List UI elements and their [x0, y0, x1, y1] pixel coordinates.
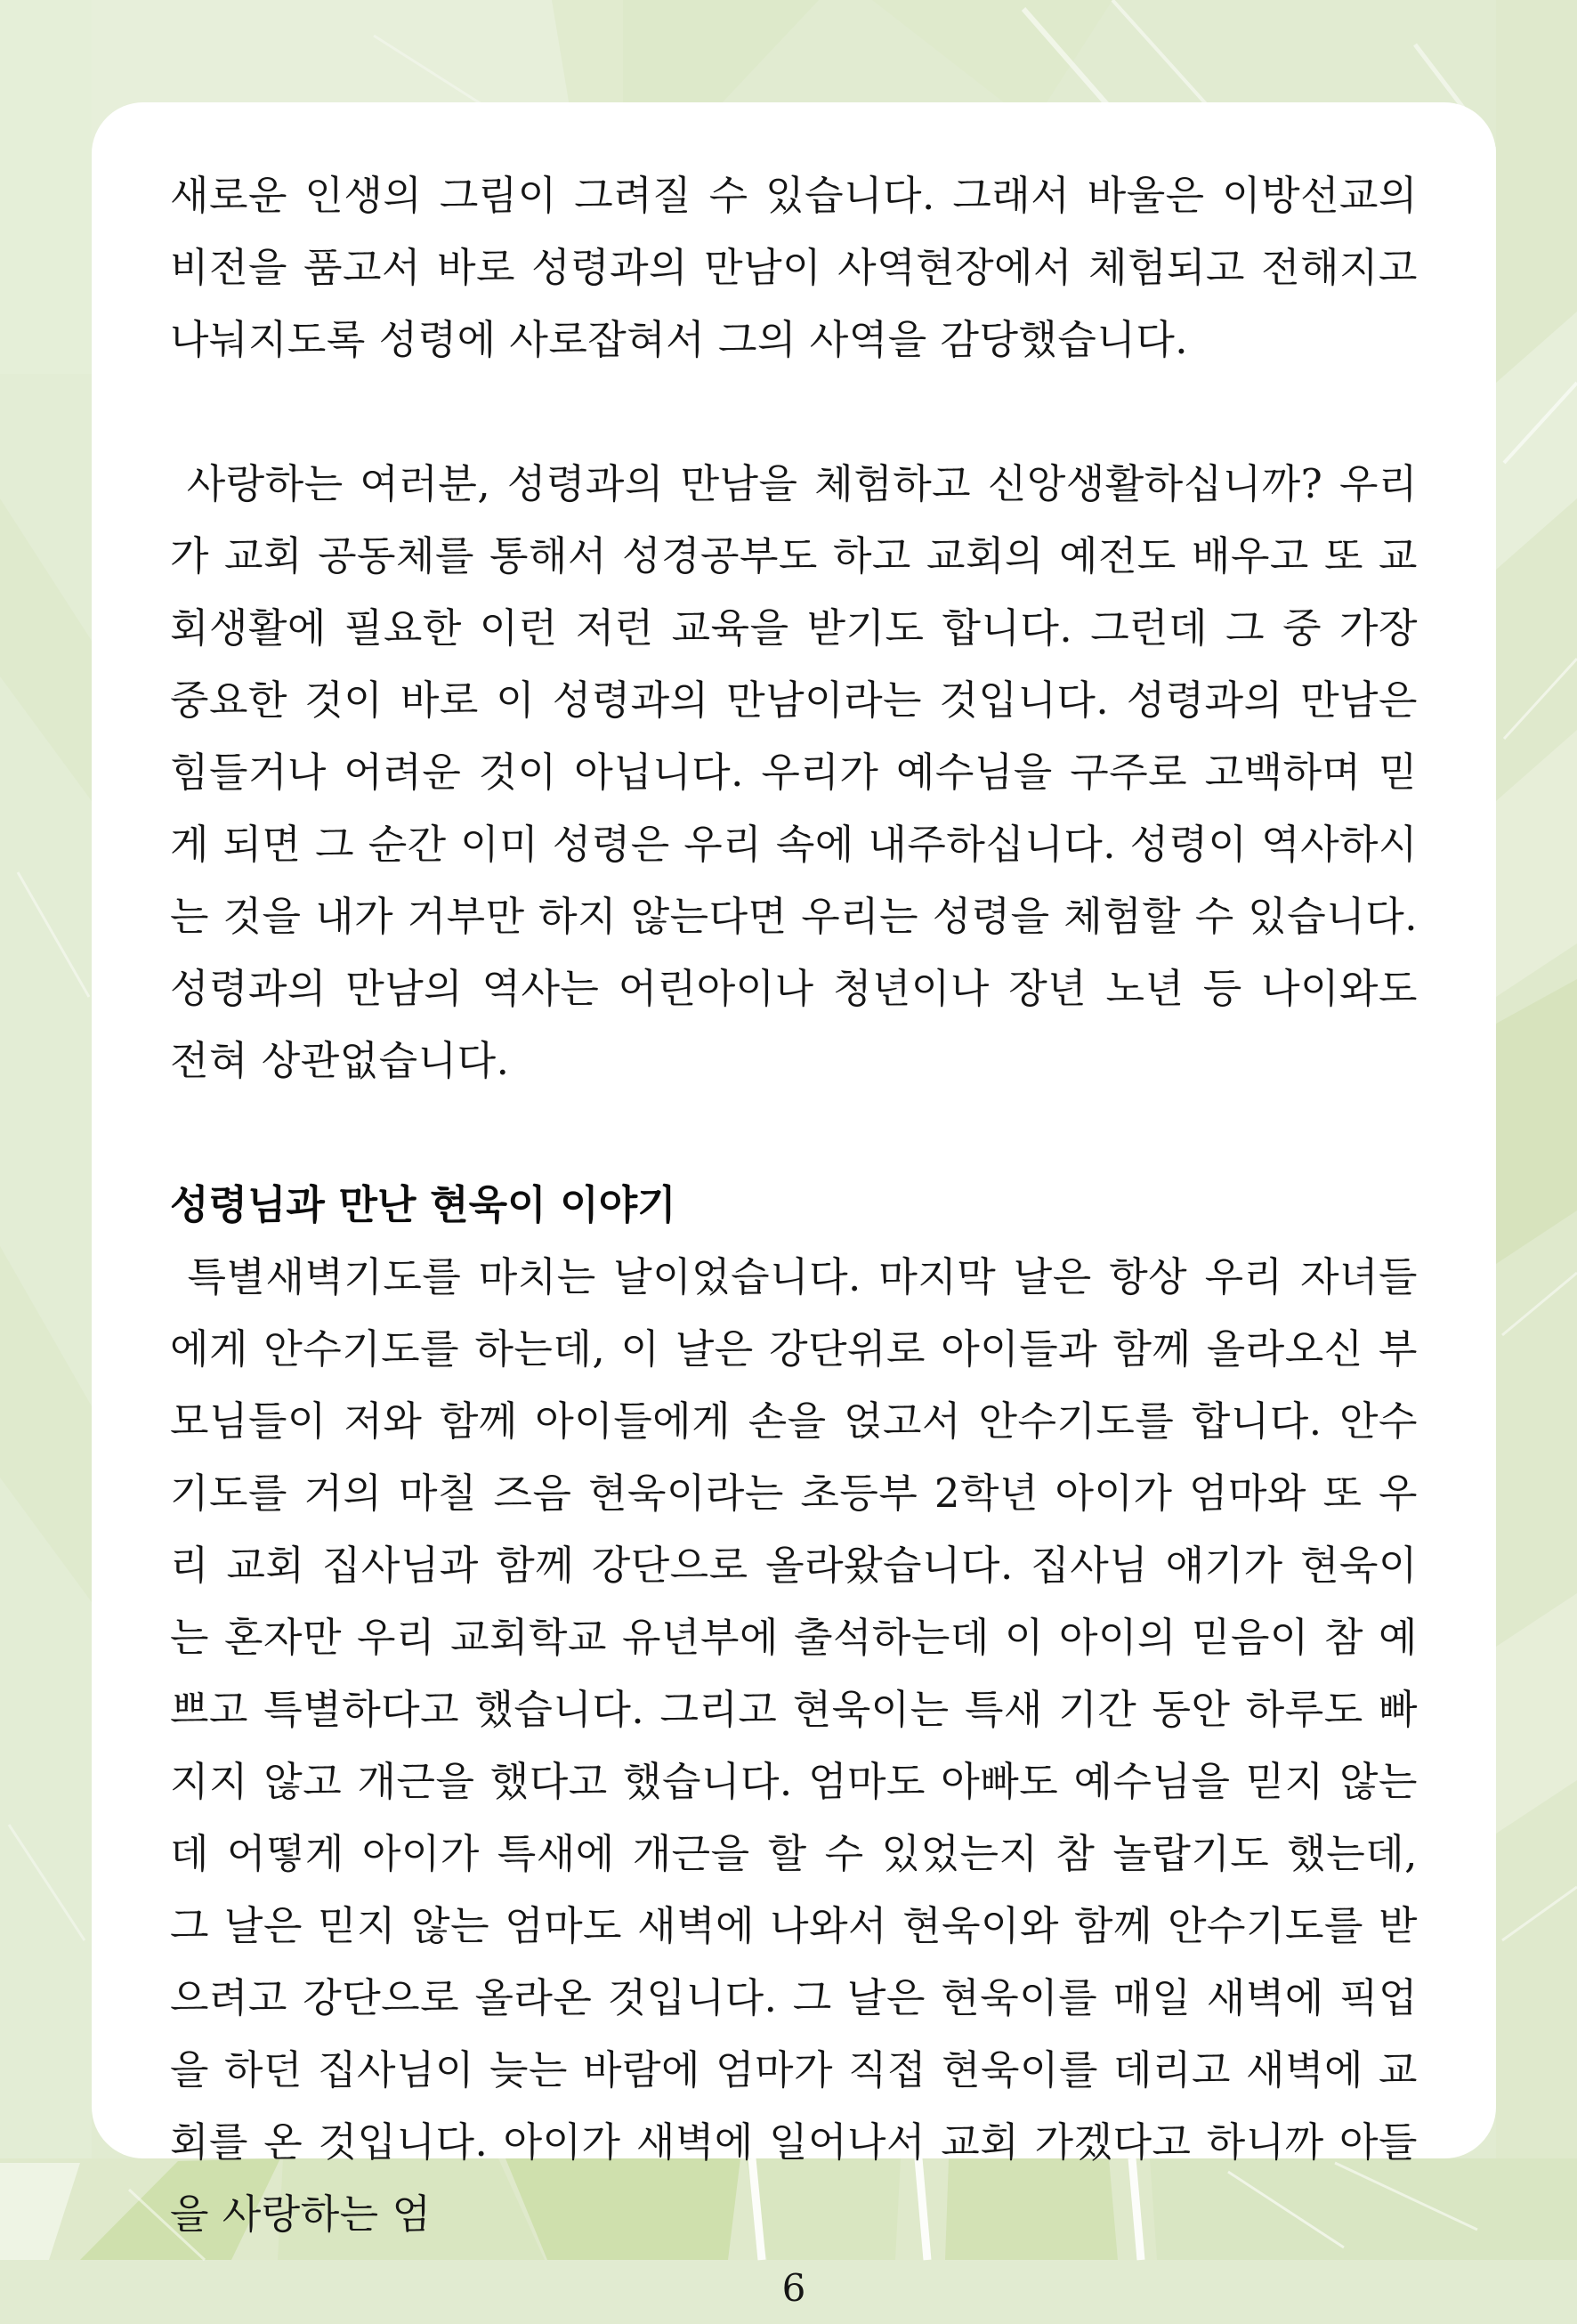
- paragraph-2: 사랑하는 여러분, 성령과의 만남을 체험하고 신앙생활하십니까? 우리가 교회 공동체를 통해서 성경공부도 하고 교회의 예전도 배우고 또 교회생활에 필요한 이런 저런 교육을 받기도 합니다. 그런데 그 중 가장 중요한 것이 바로 이 성령과의 만남이라는 것입니다. 성령과의 만남은 힘들거나 어려운 것이 아닙니다. 우리가 예수님을 구주로 고백하며 믿게 되면 그 순간 이미 성령은 우리 속에 내주하십니다. 성령이 역사하시는 것을 내가 거부만 하지 않는다면 우리는 성령을 체험할 수 있습니다. 성령과의 만남의 역사는 어린아이나 청년이나 장년 노년 등 나이와도 전혀 상관없습니다.: [170, 460, 1431, 1084]
- leaf-texture-left: [0, 0, 92, 2260]
- page-number: 6: [781, 2266, 806, 2310]
- section-heading: 성령님과 만난 현욱이 이야기: [170, 1181, 676, 1228]
- page-card: [92, 102, 1496, 2310]
- paragraph-3: 특별새벽기도를 마치는 날이었습니다. 마지막 날은 항상 우리 자녀들에게 안수기도를 하는데, 이 날은 강단위로 아이들과 함께 올라오신 부모님들이 저와 함께 아이들에게 손을 얹고서 안수기도를 합니다. 안수기도를 거의 마칠 즈음 현욱이라는 초등부 2학년 아이가 엄마와 또 우리 교회 집사님과 함께 강단으로 올라왔습니다. 집사님 얘기가 현욱이는 혼자만 우리 교회학교 유년부에 출석하는데 이 아이의 믿음이 참 예쁘고 특별하다고 했습니다. 그리고 현욱이는 특새 기간 동안 하루도 빠지지 않고 개근을 했다고 했습니다. 엄마도 아빠도 예수님을 믿지 않는데 어떻게 아이가 특새에 개근을 할 수 있었는지 참 놀랍기도 했는데, 그 날은 믿지 않는 엄마도 새벽에 나와서 현욱이와 함께 안수기도를 받으려고 강단으로 올라온 것입니다. 그 날은 현욱이를 매일 새벽에 픽업을 하던 집사님이 늦는 바람에 엄마가 직접 현욱이를 데리고 새벽에 교회를 온 것입니다. 아이가 새벽에 일어나서 교회 가겠다고 하니까 아들을 사랑하는 엄: [170, 1253, 1431, 2238]
- leaf-texture-right: [1496, 0, 1577, 2260]
- paragraph-1: 새로운 인생의 그림이 그려질 수 있습니다. 그래서 바울은 이방선교의 비전을 품고서 바로 성령과의 만남이 사역현장에서 체험되고 전해지고 나눠지도록 성령에 사로잡혀서 그의 사역을 감당했습니다.: [170, 172, 1431, 363]
